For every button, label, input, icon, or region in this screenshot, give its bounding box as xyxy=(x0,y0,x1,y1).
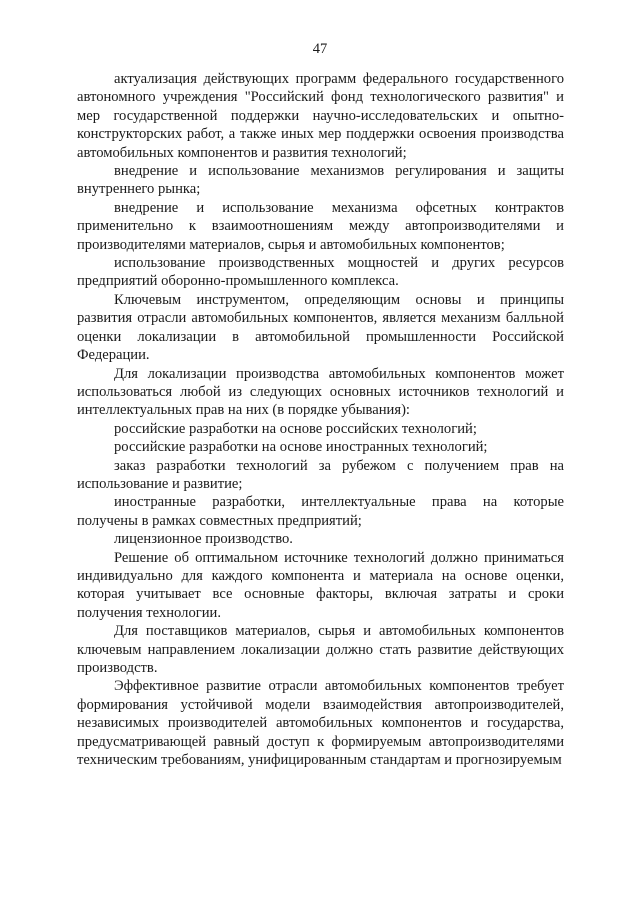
list-item: лицензионное производство. xyxy=(114,531,293,548)
list-item: российские разработки на основе российских технологий; xyxy=(114,420,477,437)
page-number: 47 xyxy=(312,41,328,57)
paragraph: внедрение и использование механизма офсетных контрактов применительно к взаимоотношениям между автопроизводителями и производителями материалов, сырья и автомобильных компонентов; xyxy=(77,199,564,253)
paragraph: Эффективное развитие отрасли автомобильных компонентов требует формирования устойчивой модели взаимодействия автопроизводителей, независимых производителей автомобильных компонентов и государства, предусматривающей равный доступ к формируемым автопроизводителями техническим требованиям, унифицированным стандартам и прогнозируемым xyxy=(77,678,564,769)
list-item: иностранные разработки, интеллектуальные права на которые получены в рамках совместных предприятий; xyxy=(77,494,564,529)
paragraph: внедрение и использование механизмов регулирования и защиты внутреннего рынка; xyxy=(77,163,564,198)
document-body xyxy=(77,70,564,769)
paragraph: использование производственных мощностей и других ресурсов предприятий оборонно-промышленного комплекса. xyxy=(77,255,564,290)
paragraph: Для поставщиков материалов, сырья и автомобильных компонентов ключевым направлением локализации должно стать развитие действующих производств. xyxy=(77,623,564,676)
paragraph: Ключевым инструментом, определяющим основы и принципы развития отрасли автомобильных компонентов, является механизм балльной оценки локализации в автомобильной промышленности Российской Федерации. xyxy=(77,291,564,364)
paragraph: актуализация действующих программ федерального государственного автономного учреждения "Российский фонд технологического развития" и мер государственной поддержки научно-исследовательских и опытно-конструкторских работ, а также иных мер поддержки освоения производства автомобильных компонентов и развития технологий; xyxy=(77,71,564,161)
list-item: российские разработки на основе иностранных технологий; xyxy=(114,439,488,456)
paragraph: Решение об оптимальном источнике технологий должно приниматься индивидуально для каждого компонента и материала на основе оценки, которая учитывает все основные факторы, включая затраты и сроки получения технологии. xyxy=(77,549,564,621)
list-item: заказ разработки технологий за рубежом с получением прав на использование и развитие; xyxy=(77,457,564,492)
paragraph: Для локализации производства автомобильных компонентов может использоваться любой из следующих основных источников технологий и интеллектуальных прав на них (в порядке убывания): xyxy=(77,365,564,419)
